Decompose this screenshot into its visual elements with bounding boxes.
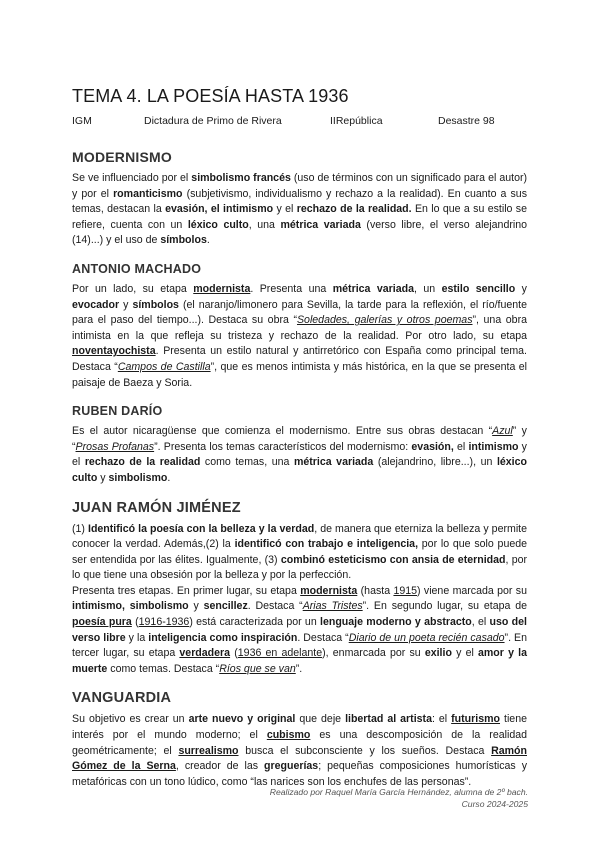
section-vanguardia: [72, 690, 527, 790]
context-item: IIRepública: [330, 115, 383, 127]
section-heading: VANGUARDIA: [72, 690, 172, 707]
section-paragraph: Su objetivo es crear un arte nuevo y original que deje libertad al artista: el futurismo tiene interés por el mundo moderno; el cubismo es una descomposición de la realidad geométricamente; el surrealismo busca el subconsciente y los sueños. Destaca Ramón Gómez de la Serna, creador de las greguerías; pequeñas composiciones humorísticas y metafóricas con un tono lúdico, como “las narices son los enchufes de las personas”.: [72, 713, 527, 788]
context-item: Desastre 98: [438, 115, 495, 127]
footer-author: Realizado por Raquel María García Hernández, alumna de 2º bach.: [269, 787, 528, 797]
section-heading: JUAN RAMÓN JIMÉNEZ: [72, 499, 241, 516]
section-paragraph: Por un lado, su etapa modernista. Presenta una métrica variada, un estilo sencillo y evocador y símbolos (el naranjo/limonero para Sevilla, la tarde para la reflexión, el río/fuente para el paso del tiempo...). Destaca su obra “Soledades, galerías y otros poemas”, una obra intimista en la que refleja su tristeza y rechazo de la realidad. Por otro lado, su etapa noventayochista. Presenta un estilo natural y antirretórico con España como principal tema. Destaca “Campos de Castilla”, que es menos intimista y más histórica, en la que se presenta el paisaje de Baeza y Soria.: [72, 282, 528, 389]
page-title: TEMA 4. LA POESÍA HASTA 1936: [72, 86, 349, 106]
context-item: IGM: [72, 115, 92, 127]
section-heading: RUBEN DARÍO: [72, 404, 163, 419]
context-row: [72, 115, 527, 127]
section-heading: MODERNISMO: [72, 149, 172, 165]
footer-credit: [270, 786, 528, 810]
footer-course: Curso 2024-2025: [461, 799, 528, 809]
section-paragraph: (1) Identificó la poesía con la belleza y la verdad, de manera que eterniza la belleza y permite conocer la verdad. Además,(2) la identificó con trabajo e inteligencia, por lo que solo puede ser entendida por las élites. Igualmente, (3) combinó esteticismo con ansia de eternidad, por lo que tiene una obsesión por la belleza y por la perfección.: [72, 522, 528, 582]
document-page: [72, 86, 527, 803]
section-jimenez: [72, 500, 527, 678]
section-heading: ANTONIO MACHADO: [72, 261, 202, 276]
section-paragraph: Se ve influenciado por el simbolismo francés (uso de términos con un significado para el autor) y por el romanticismo (subjetivismo, individualismo y rechazo a la realidad). En cuanto a sus temas, destacan la evasión, el intimismo y el rechazo de la realidad. En lo que a su estilo se refiere, cuenta con un léxico culto, una métrica variada (verso libre, el verso alejandrino (14)...) y el uso de símbolos.: [72, 172, 528, 247]
section-modernismo: [72, 149, 527, 249]
section-paragraph: Presenta tres etapas. En primer lugar, su etapa modernista (hasta 1915) viene marcada por su intimismo, simbolismo y sencillez. Destaca “Arias Tristes”. En segundo lugar, su etapa de poesía pura (1916-1936) está caracterizada por un lenguaje moderno y abstracto, el uso del verso libre y la inteligencia como inspiración. Destaca “Diario de un poeta recién casado”. En tercer lugar, su etapa verdadera (1936 en adelante), enmarcada por su exilio y el amor y la muerte como temas. Destaca “Ríos que se van”.: [72, 584, 527, 675]
section-machado: [72, 262, 527, 391]
section-paragraph: Es el autor nicaragüense que comienza el modernismo. Entre sus obras destacan “Azul” y “Prosas Profanas”. Presenta los temas característicos del modernismo: evasión, el intimismo y el rechazo de la realidad como temas, una métrica variada (alejandrino, libre...), un léxico culto y simbolismo.: [72, 425, 527, 484]
section-dario: [72, 404, 527, 486]
context-item: Dictadura de Primo de Rivera: [144, 115, 282, 127]
